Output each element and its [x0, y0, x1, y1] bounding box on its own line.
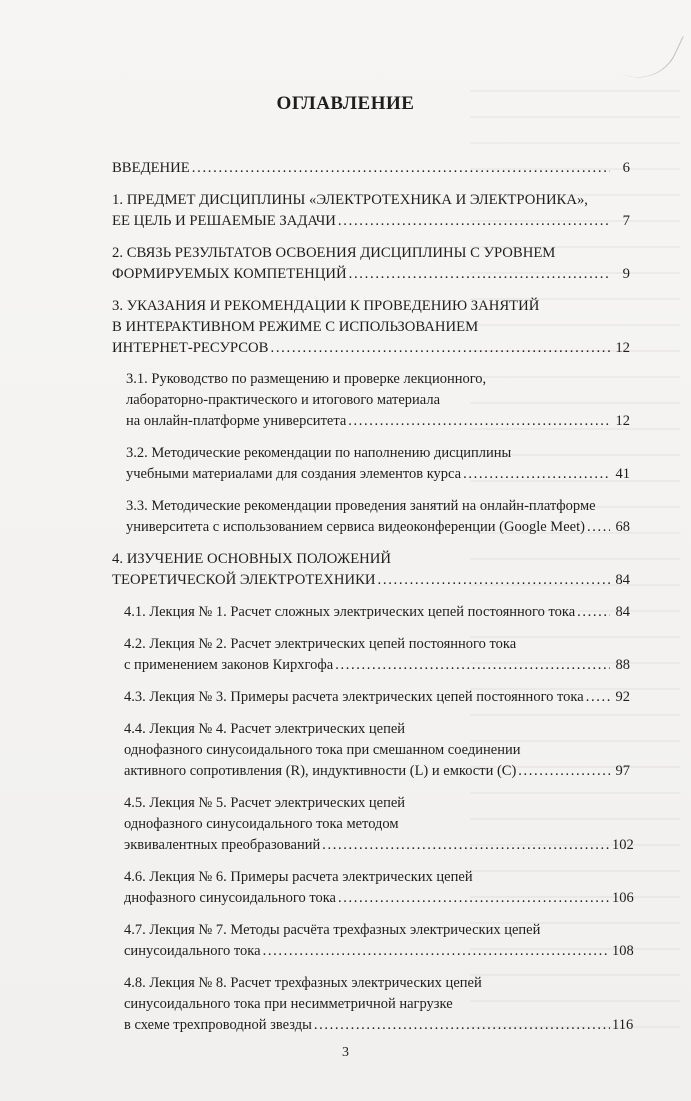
toc-entry-4-2[interactable]: [112, 634, 630, 676]
toc-entry-title: 3.3. Методические рекомендации проведения занятий на онлайн-платформе: [126, 498, 596, 514]
toc-entry-title: 4.2. Лекция № 2. Расчет электрических цепей постоянного тока: [124, 636, 517, 652]
table-of-contents: [112, 158, 634, 1036]
toc-entry-4-4[interactable]: [112, 719, 630, 782]
toc-page-number: 12: [615, 413, 630, 429]
toc-entry-title: с применением законов Кирхгофа: [124, 657, 334, 673]
toc-entry-title: 3.2. Методические рекомендации по наполнению дисциплины: [126, 445, 512, 461]
toc-entry-title: 4.4. Лекция № 4. Расчет электрических цепей: [124, 721, 406, 737]
toc-page-number: 9: [622, 266, 630, 282]
toc-entry-4-8[interactable]: [112, 973, 634, 1036]
toc-page-number: 92: [615, 689, 630, 705]
leader-dots: [348, 411, 610, 432]
toc-page-number: 97: [615, 763, 630, 779]
toc-entry-title: 4.6. Лекция № 6. Примеры расчета электрических цепей: [124, 869, 473, 885]
leader-dots: [314, 1015, 610, 1036]
toc-entry-3[interactable]: [112, 296, 630, 359]
toc-entry-title: активного сопротивления (R), индуктивности (L) и емкости (C): [124, 763, 517, 779]
toc-entry-4-1[interactable]: [112, 602, 630, 623]
toc-entry-title: однофазного синусоидального тока при смешанном соединении: [124, 742, 521, 758]
leader-dots: [518, 761, 610, 782]
toc-page-number: 84: [615, 604, 630, 620]
pen-mark: [621, 19, 684, 91]
leader-dots: [335, 655, 610, 676]
toc-page-number: 12: [615, 340, 630, 356]
leader-dots: [263, 941, 610, 962]
toc-entry-title: 3. УКАЗАНИЯ И РЕКОМЕНДАЦИИ К ПРОВЕДЕНИЮ ЗАНЯТИЙ: [112, 298, 540, 314]
toc-page-number: 6: [622, 160, 630, 176]
toc-entry-title: университета с использованием сервиса видеоконференции (Google Meet): [126, 519, 585, 535]
toc-entry-title: ИНТЕРНЕТ-РЕСУРСОВ: [112, 340, 269, 356]
toc-entry-title: В ИНТЕРАКТИВНОМ РЕЖИМЕ С ИСПОЛЬЗОВАНИЕМ: [112, 319, 479, 335]
toc-entry-title: днофазного синусоидального тока: [124, 890, 336, 906]
leader-dots: [270, 338, 610, 359]
toc-entry-3-3[interactable]: [112, 496, 630, 538]
toc-page-number: 88: [615, 657, 630, 673]
toc-entry-1[interactable]: [112, 190, 630, 232]
toc-entry-4-5[interactable]: [112, 793, 634, 856]
toc-entry-title: 4.5. Лекция № 5. Расчет электрических цепей: [124, 795, 406, 811]
toc-entry-title: 1. ПРЕДМЕТ ДИСЦИПЛИНЫ «ЭЛЕКТРОТЕХНИКА И ЭЛЕКТРОНИКА»,: [112, 192, 588, 208]
toc-entry-3-2[interactable]: [112, 443, 630, 485]
leader-dots: [338, 211, 610, 232]
toc-entry-title: в схеме трехпроводной звезды: [124, 1017, 312, 1033]
toc-entry-title: на онлайн-платформе университета: [126, 413, 347, 429]
toc-page-number: 116: [612, 1017, 634, 1033]
toc-page-number: 102: [612, 837, 634, 853]
toc-entry-title: однофазного синусоидального тока методом: [124, 816, 399, 832]
toc-entry-title: ФОРМИРУЕМЫХ КОМПЕТЕНЦИЙ: [112, 266, 347, 282]
page-number: 3: [342, 1045, 349, 1060]
toc-page-number: 106: [612, 890, 634, 906]
toc-entry-title: 2. СВЯЗЬ РЕЗУЛЬТАТОВ ОСВОЕНИЯ ДИСЦИПЛИНЫ С УРОВНЕМ: [112, 245, 556, 261]
toc-entry-4[interactable]: [112, 549, 630, 591]
leader-dots: [338, 888, 610, 909]
leader-dots: [192, 158, 610, 179]
leader-dots: [463, 464, 610, 485]
toc-entry-title: 3.1. Руководство по размещению и проверке лекционного,: [126, 371, 487, 387]
toc-entry-title: синусоидального тока при несимметричной нагрузке: [124, 996, 453, 1012]
toc-entry-4-6[interactable]: [112, 867, 634, 909]
toc-page-number: 84: [615, 572, 630, 588]
toc-page-number: 7: [622, 213, 630, 229]
toc-entry-title: ЕЕ ЦЕЛЬ И РЕШАЕМЫЕ ЗАДАЧИ: [112, 213, 336, 229]
toc-entry-intro[interactable]: [112, 158, 630, 179]
toc-entry-title: ВВЕДЕНИЕ: [112, 160, 190, 176]
toc-entry-3-1[interactable]: [112, 369, 630, 432]
toc-entry-title: учебными материалами для создания элементов курса: [126, 466, 462, 482]
leader-dots: [378, 570, 611, 591]
leader-dots: [322, 835, 610, 856]
toc-entry-title: 4.7. Лекция № 7. Методы расчёта трехфазных электрических цепей: [124, 922, 541, 938]
toc-entry-4-7[interactable]: [112, 920, 634, 962]
toc-entry-title: 4.1. Лекция № 1. Расчет сложных электрических цепей постоянного тока: [124, 604, 576, 620]
toc-entry-title: эквивалентных преобразований: [124, 837, 321, 853]
leader-dots: [586, 687, 610, 708]
toc-entry-title: 4.8. Лекция № 8. Расчет трехфазных электрических цепей: [124, 975, 482, 991]
toc-entry-title: 4.3. Лекция № 3. Примеры расчета электрических цепей постоянного тока: [124, 689, 584, 705]
leader-dots: [577, 602, 610, 623]
toc-title: ОГЛАВЛЕНИЕ: [276, 93, 415, 114]
toc-entry-4-3[interactable]: [112, 687, 630, 708]
toc-page-number: 108: [612, 943, 634, 959]
toc-page-number: 41: [615, 466, 630, 482]
leader-dots: [587, 517, 610, 538]
toc-entry-title: синусоидального тока: [124, 943, 261, 959]
toc-entry-title: ТЕОРЕТИЧЕСКОЙ ЭЛЕКТРОТЕХНИКИ: [112, 572, 376, 588]
toc-entry-title: 4. ИЗУЧЕНИЕ ОСНОВНЫХ ПОЛОЖЕНИЙ: [112, 551, 391, 567]
leader-dots: [349, 264, 610, 285]
toc-entry-2[interactable]: [112, 243, 630, 285]
toc-page-number: 68: [615, 519, 630, 535]
toc-entry-title: лабораторно-практического и итогового материала: [126, 392, 441, 408]
